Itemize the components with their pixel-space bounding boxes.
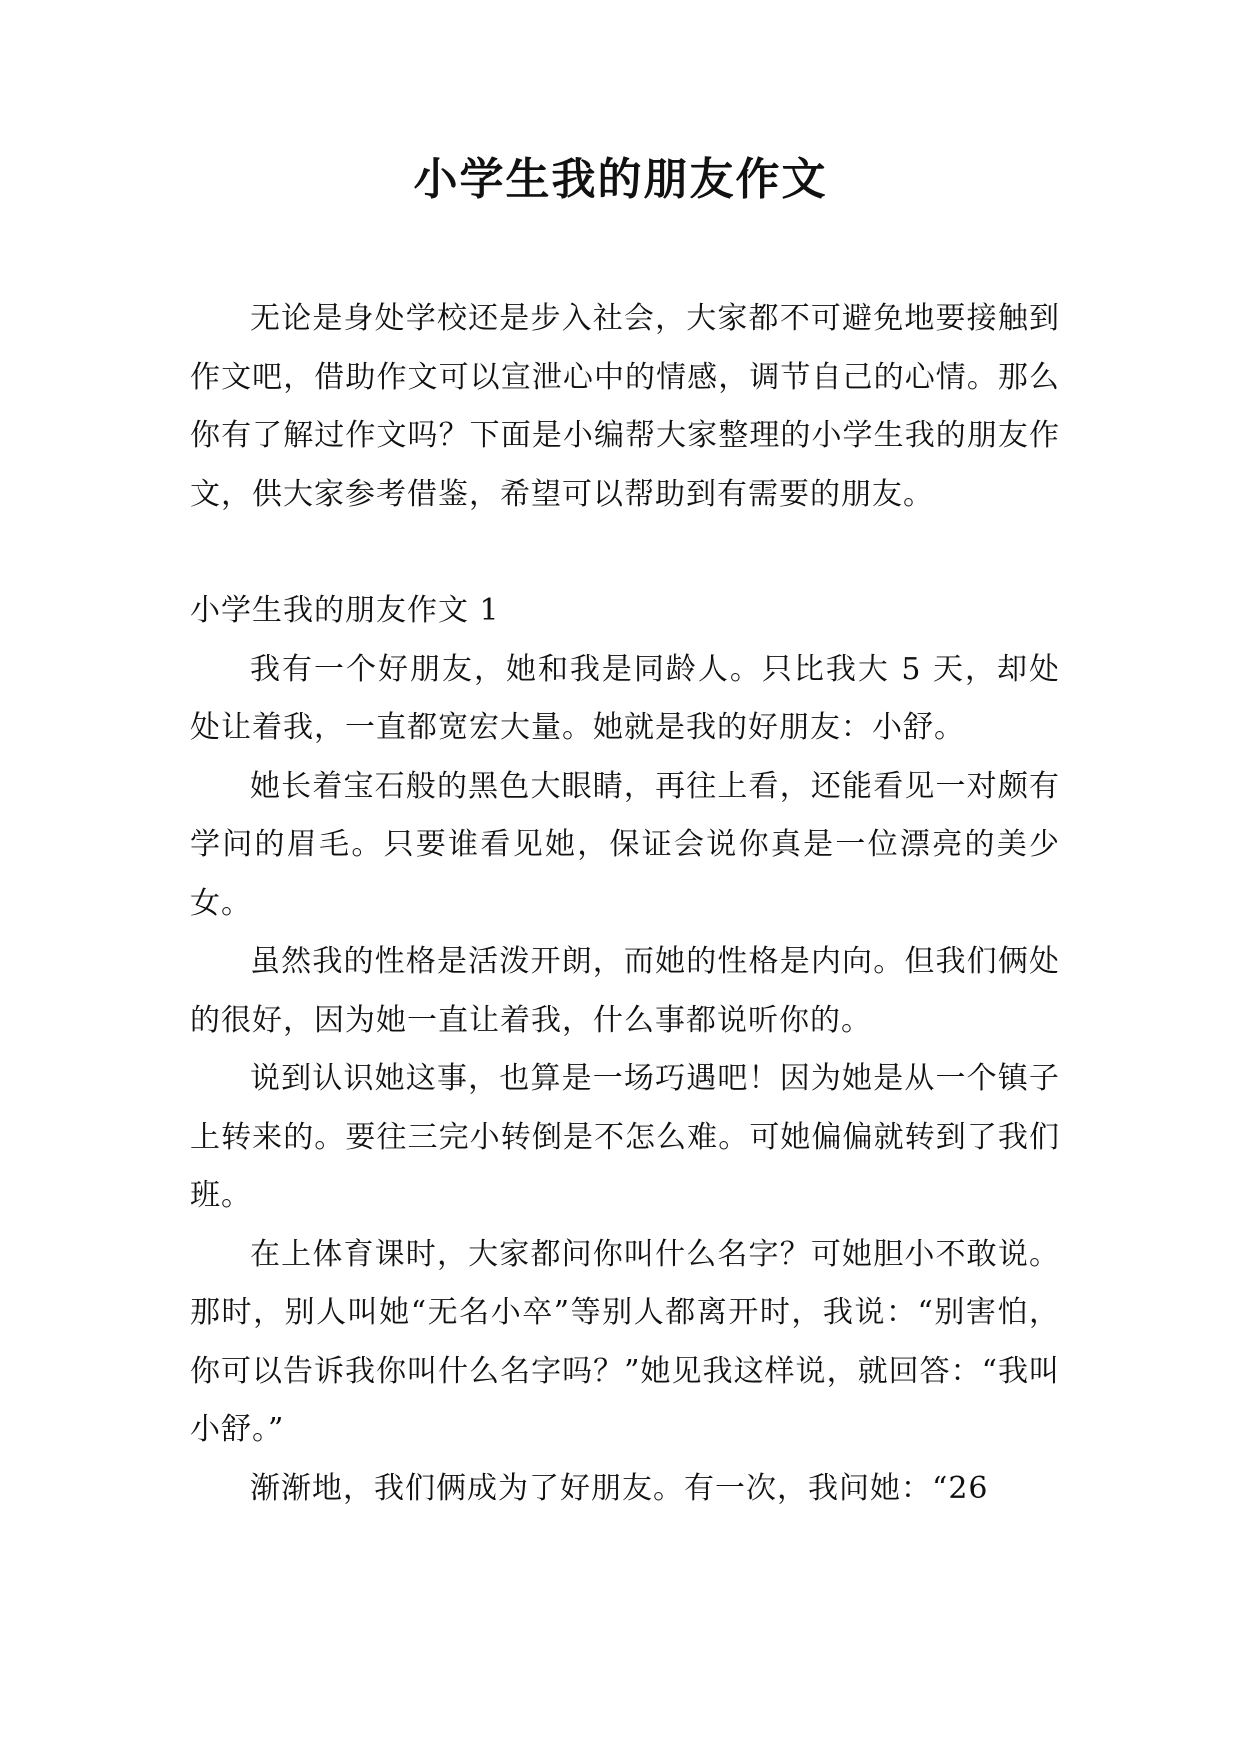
body-paragraph: 她长着宝石般的黑色大眼睛，再往上看，还能看见一对颇有学问的眉毛。只要谁看见她，保证会说你真是一位漂亮的美少女。 xyxy=(190,768,1060,921)
body-paragraph: 渐渐地，我们俩成为了好朋友。有一次，我问她：“26 xyxy=(250,1470,989,1506)
body-paragraph: 我有一个好朋友，她和我是同龄人。只比我大 5 天，却处处让着我，一直都宽宏大量。她就是我的好朋友：小舒。 xyxy=(190,651,1060,745)
body-paragraph: 虽然我的性格是活泼开朗，而她的性格是内向。但我们俩处的很好，因为她一直让着我，什么事都说听你的。 xyxy=(190,944,1060,1038)
body-paragraph: 说到认识她这事，也算是一场巧遇吧！因为她是从一个镇子上转来的。要往三完小转倒是不怎么难。可她偏偏就转到了我们班。 xyxy=(190,1061,1060,1213)
body-paragraph: 在上体育课时，大家都问你叫什么名字？可她胆小不敢说。那时，别人叫她“无名小卒”等别人都离开时，我说：“别害怕，你可以告诉我你叫什么名字吗？”她见我这样说，就回答：“我叫小舒。” xyxy=(190,1236,1060,1447)
document-body xyxy=(190,290,1060,1518)
document-title: 小学生我的朋友作文 xyxy=(413,154,828,205)
section-heading: 小学生我的朋友作文 1 xyxy=(190,593,500,628)
intro-paragraph: 无论是身处学校还是步入社会，大家都不可避免地要接触到作文吧，借助作文可以宣泄心中的情感，调节自己的心情。那么你有了解过作文吗？下面是小编帮大家整理的小学生我的朋友作文，供大家参考借鉴，希望可以帮助到有需要的朋友。 xyxy=(190,301,1060,512)
